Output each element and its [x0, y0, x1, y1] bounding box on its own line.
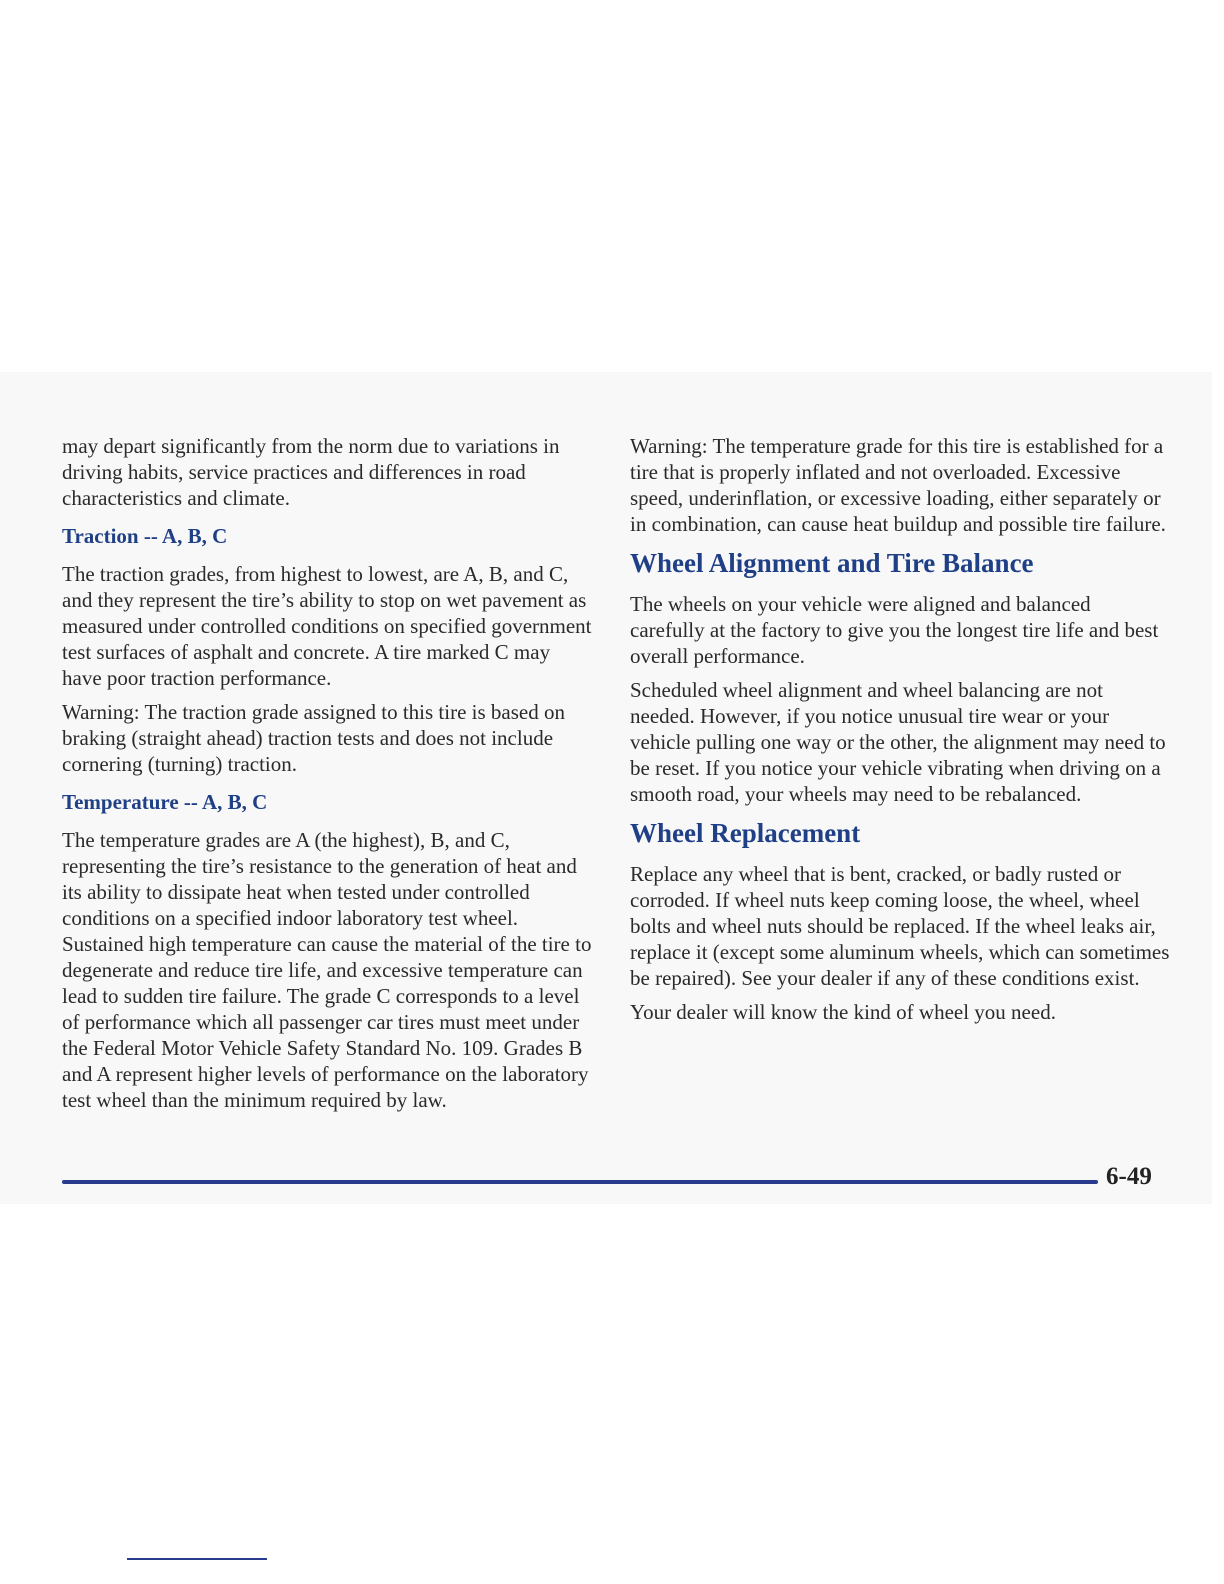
left-column	[62, 433, 592, 1121]
wheel-replacement-heading: Wheel Replacement	[630, 818, 861, 848]
traction-paragraph: The traction grades, from highest to lowest, are A, B, and C, and they represent the tire’s ability to stop on wet pavement as measured under controlled conditions on specified government test surfaces of asphalt and concrete. A tire marked C may have poor traction performance.	[62, 562, 592, 690]
wheel-alignment-heading: Wheel Alignment and Tire Balance	[630, 548, 1034, 578]
alignment-paragraph: The wheels on your vehicle were aligned and balanced carefully at the factory to give you the longest tire life and best overall performance.	[630, 592, 1159, 668]
replacement-paragraph: Replace any wheel that is bent, cracked, or badly rusted or corroded. If wheel nuts keep coming loose, the wheel, wheel bolts and wheel nuts should be replaced. If the wheel leaks air, replace it (except some aluminum wheels, which can sometimes be repaired). See your dealer if any of these conditions exist.	[630, 862, 1170, 990]
temperature-paragraph: The temperature grades are A (the highest), B, and C, representing the tire’s resistance to the generation of heat and its ability to dissipate heat when tested under controlled conditions on a specified indoor laboratory test wheel. Sustained high temperature can cause the material of the tire to degenerate and reduce tire life, and excessive temperature can lead to sudden tire failure. The grade C corresponds to a level of performance which all passenger car tires must meet under the Federal Motor Vehicle Safety Standard No. 109. Grades B and A represent higher levels of performance on the laboratory test wheel than the minimum required by law.	[62, 828, 592, 1112]
traction-warning-paragraph: Warning: The traction grade assigned to this tire is based on braking (straight ahead) traction tests and does not include cornering (turning) traction.	[62, 700, 565, 776]
intro-paragraph: may depart significantly from the norm due to variations in driving habits, service practices and differences in road characteristics and climate.	[62, 434, 560, 510]
temperature-warning-paragraph: Warning: The temperature grade for this tire is established for a tire that is properly inflated and not overloaded. Excessive speed, underinflation, or excessive loading, either separately or in combination, can cause heat buildup and possible tire failure.	[630, 434, 1166, 536]
alignment-schedule-paragraph: Scheduled wheel alignment and wheel balancing are not needed. However, if you notice unusual tire wear or your vehicle pulling one way or the other, the alignment may need to be reset. If you notice your vehicle vibrating when driving on a smooth road, your wheels may need to be rebalanced.	[630, 678, 1166, 806]
footer-rule	[62, 1180, 1098, 1184]
bottom-rule	[127, 1558, 267, 1560]
page-number: 6-49	[1106, 1163, 1152, 1190]
temperature-heading: Temperature -- A, B, C	[62, 790, 268, 814]
traction-heading: Traction -- A, B, C	[62, 524, 228, 548]
dealer-paragraph: Your dealer will know the kind of wheel you need.	[630, 1000, 1056, 1024]
right-column	[630, 433, 1170, 1033]
